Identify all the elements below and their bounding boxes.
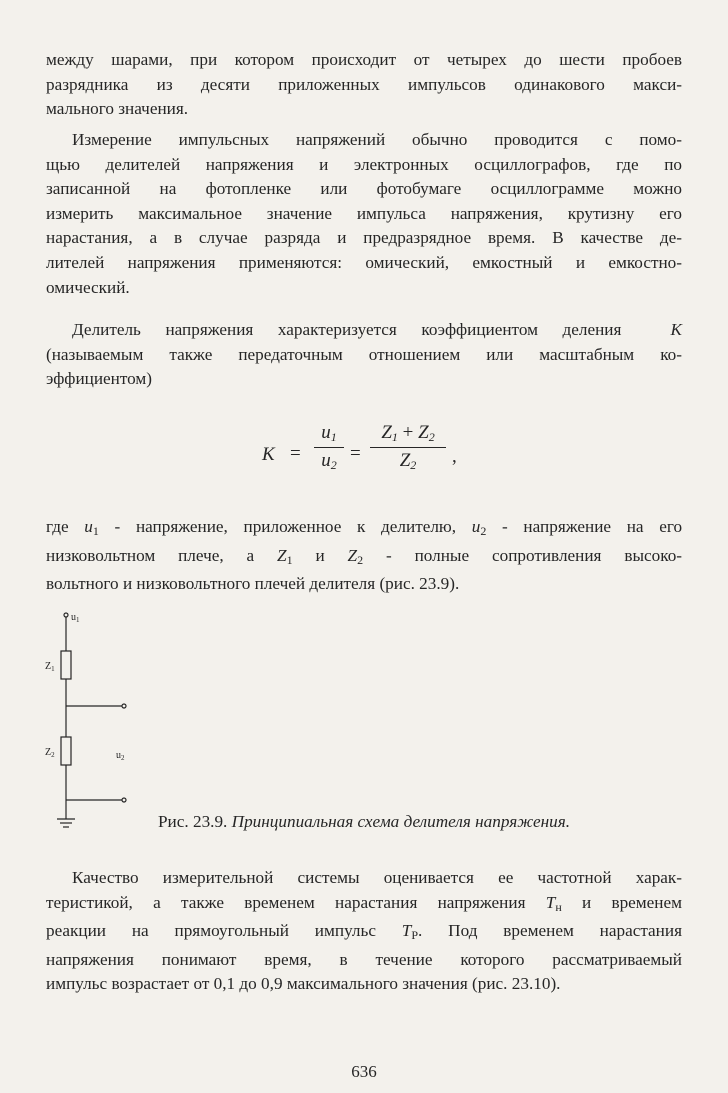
fraction-bar <box>370 447 446 448</box>
subscript: 2 <box>410 458 417 472</box>
fraction-impedance <box>370 422 446 473</box>
subscript: 1 <box>391 430 398 444</box>
fraction-numerator <box>314 422 344 445</box>
page-number: 636 <box>351 1062 377 1081</box>
label-z2: $Z_2$ <box>45 747 55 759</box>
paragraph-3 <box>46 318 682 392</box>
text-line: Измерение импульсных напряжений обычно проводится с помо- <box>72 130 682 149</box>
resistor-z1 <box>61 651 71 679</box>
formula-comma: , <box>452 446 457 467</box>
text-line <box>46 544 682 573</box>
text-line <box>46 891 682 920</box>
label-z1: $Z_1$ <box>45 661 55 673</box>
fraction-numerator <box>370 422 446 445</box>
caption-prefix: Рис. 23.9. <box>158 812 228 831</box>
terminal-output-bottom <box>122 798 126 802</box>
subscript: н <box>555 899 562 914</box>
fraction-denominator <box>314 450 344 473</box>
text-span: и временем <box>582 892 683 912</box>
formula-equals: = <box>350 443 361 464</box>
symbol-k: K <box>670 320 683 339</box>
formula-equals: = <box>290 443 301 464</box>
text-span: реакции на прямоугольный импульс <box>46 921 376 941</box>
text-span: низковольтном плече, а <box>46 545 255 565</box>
text-span: - полные сопротивления высоко- <box>385 545 683 565</box>
var-z: Z <box>381 422 392 443</box>
var-z1: Z <box>277 545 287 565</box>
fraction-bar <box>314 447 344 448</box>
subscript: P <box>411 928 419 943</box>
label-u1: $u_1$ <box>71 612 80 624</box>
plus-sign: + <box>402 422 414 443</box>
text-line: мального значения. <box>46 99 189 119</box>
text-span: где <box>46 517 69 536</box>
text-span: Делитель напряжения характеризуется коэффициентом деления <box>72 320 622 339</box>
text-line: (называемым также передаточным отношением или масштабным ко- <box>46 344 682 364</box>
text-line: измерить максимальное значение импульса напряжения, крутизну его <box>46 203 682 223</box>
text-line <box>46 919 682 948</box>
paragraph-4 <box>46 515 682 597</box>
text-span: и <box>315 545 325 565</box>
var-u: u <box>321 422 331 443</box>
subscript: 1 <box>286 552 293 567</box>
text-line: лителей напряжения применяются: омический, емкостный и емкостно- <box>46 252 682 272</box>
text-line: вольтного и низковольтного плечей делителя (рис. 23.9). <box>46 574 460 594</box>
fraction-denominator <box>370 450 446 473</box>
text-line <box>46 318 682 343</box>
text-line: напряжения понимают время, в течение которого рассматриваемый <box>46 949 682 969</box>
caption-text: Принципиальная схема делителя напряжения. <box>231 812 571 831</box>
text-line: эффициентом) <box>46 369 153 389</box>
text-span: - напряжение на его <box>502 517 683 536</box>
subscript: 2 <box>428 430 435 444</box>
figure-caption <box>158 812 570 832</box>
subscript: 1 <box>330 430 337 444</box>
var-z2: Z <box>347 545 358 565</box>
text-line: щью делителей напряжения и электронных осциллографов, где по <box>46 154 682 174</box>
subscript: 2 <box>480 524 487 538</box>
text-span: . Под временем нарастания <box>418 921 682 941</box>
var-z: Z <box>418 422 429 443</box>
var-z: Z <box>399 450 411 471</box>
var-t-response: T <box>401 921 412 941</box>
paragraph-1 <box>46 48 682 122</box>
text-span: - напряжение, приложенное к делителю, <box>114 517 457 536</box>
text-line: разрядника из десяти приложенных импульсов одинакового макси- <box>46 74 682 94</box>
var-t-rise: T <box>545 892 556 912</box>
formula-lhs: K <box>262 444 275 465</box>
divider-circuit-diagram <box>40 605 150 835</box>
var-u: u <box>321 450 331 471</box>
paragraph-5 <box>46 866 682 997</box>
text-line: омический. <box>46 277 130 297</box>
resistor-z2 <box>61 737 71 765</box>
terminal-output-top <box>122 704 126 708</box>
terminal-u1 <box>64 613 68 617</box>
divider-ratio-formula <box>262 422 462 492</box>
text-span: теристикой, а также временем нарастания напряжения <box>46 892 526 912</box>
subscript: 2 <box>357 552 364 567</box>
text-line: между шарами, при котором происходит от четырех до шести пробоев <box>46 50 682 69</box>
text-line <box>46 515 682 544</box>
var-u2: u <box>471 517 481 536</box>
label-u2: $u_2$ <box>116 750 125 762</box>
text-line: импульс возрастает от 0,1 до 0,9 максимального значения (рис. 23.10). <box>46 974 561 994</box>
text-line: Качество измерительной системы оценивается ее частотной харак- <box>72 868 682 887</box>
subscript: 1 <box>92 524 99 538</box>
text-line: нарастания, а в случае разряда и предразрядное время. В качестве де- <box>46 228 682 248</box>
var-u1: u <box>84 517 93 536</box>
fraction-voltage <box>314 422 344 473</box>
subscript: 2 <box>330 458 337 472</box>
paragraph-2 <box>46 128 682 300</box>
text-line: записанной на фотопленке или фотобумаге осциллограмме можно <box>46 179 682 199</box>
